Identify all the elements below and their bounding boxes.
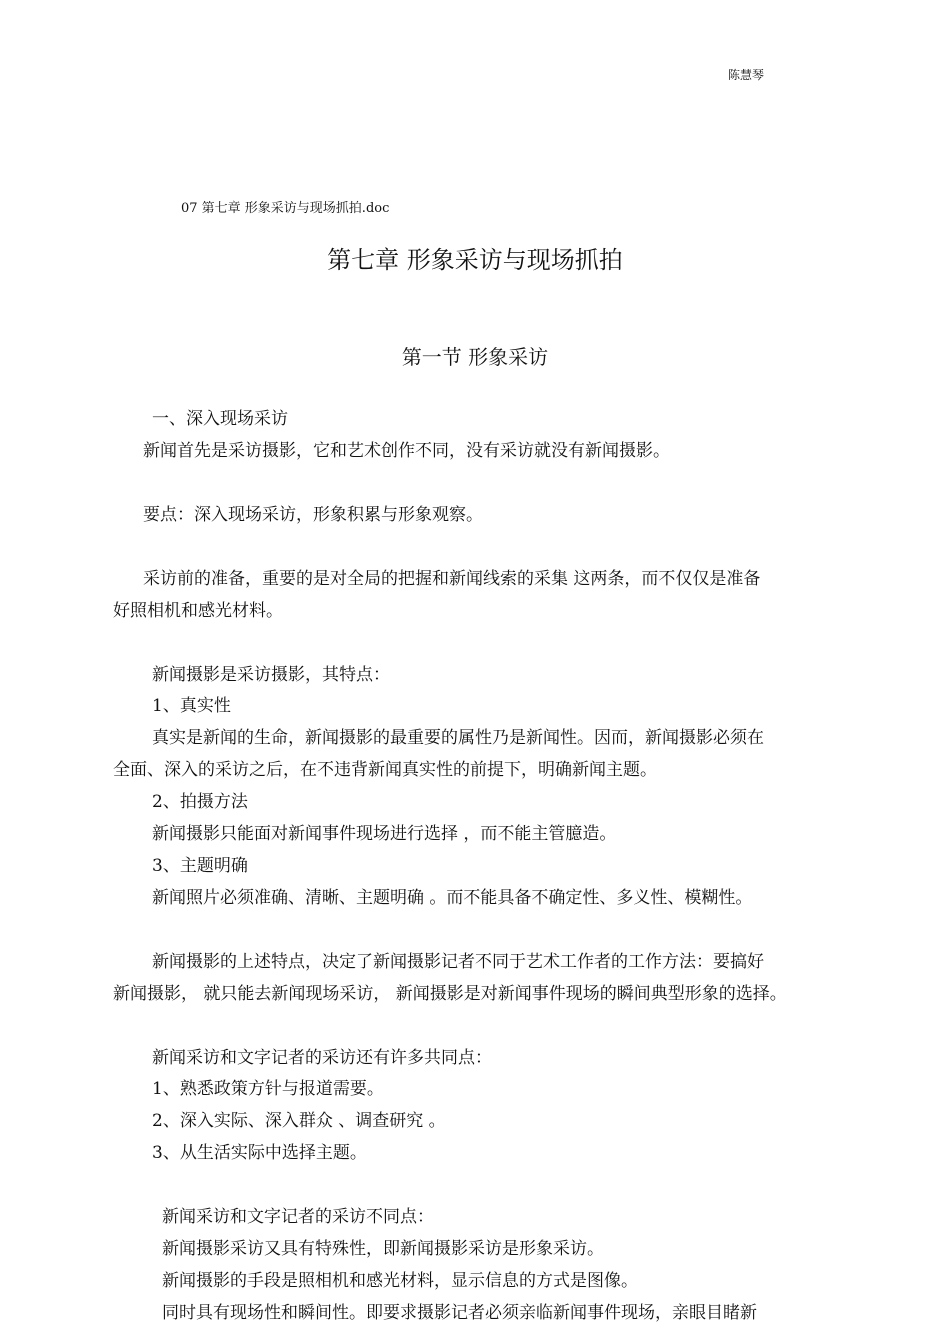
heading-line: 一、深入现场采访 xyxy=(152,409,288,429)
list-item: 3、从生活实际中选择主题。 xyxy=(152,1143,367,1163)
list-item: 1、熟悉政策方针与报道需要。 xyxy=(152,1079,384,1099)
list-heading: 3、主题明确 xyxy=(152,856,248,876)
paragraph-line: 同时具有现场性和瞬间性。即要求摄影记者必须亲临新闻事件现场，亲眼目睹新 xyxy=(162,1303,757,1323)
author-name: 陈慧琴 xyxy=(728,68,765,82)
paragraph-line: 新闻摄影， 就只能去新闻现场采访， 新闻摄影是对新闻事件现场的瞬间典型形象的选择。 xyxy=(113,984,787,1004)
paragraph-line: 采访前的准备，重要的是对全局的把握和新闻线索的采集 这两条，而不仅仅是准备 xyxy=(143,569,761,589)
paragraph-line: 新闻首先是采访摄影，它和艺术创作不同，没有采访就没有新闻摄影。 xyxy=(143,441,670,461)
list-heading: 2、拍摄方法 xyxy=(152,792,248,812)
list-item: 2、深入实际、深入群众 、调查研究 。 xyxy=(152,1111,446,1131)
paragraph-line: 全面、深入的采访之后，在不违背新闻真实性的前提下，明确新闻主题。 xyxy=(113,760,657,780)
paragraph-line: 新闻摄影的上述特点，决定了新闻摄影记者不同于艺术工作者的工作方法：要搞好 xyxy=(152,952,764,972)
paragraph-line: 真实是新闻的生命，新闻摄影的最重要的属性乃是新闻性。因而，新闻摄影必须在 xyxy=(152,728,764,748)
paragraph-line: 新闻摄影是采访摄影，其特点： xyxy=(152,665,390,685)
paragraph-line: 要点：深入现场采访，形象积累与形象观察。 xyxy=(143,505,483,525)
paragraph-line: 新闻摄影的手段是照相机和感光材料，显示信息的方式是图像。 xyxy=(162,1271,638,1291)
paragraph-line: 新闻采访和文字记者的采访不同点： xyxy=(162,1207,434,1227)
paragraph-line: 新闻照片必须准确、清晰、主题明确 。而不能具备不确定性、多义性、模糊性。 xyxy=(152,888,753,908)
list-heading: 1、真实性 xyxy=(152,696,231,716)
file-name: 07 第七章 形象采访与现场抓拍.doc xyxy=(181,201,390,216)
paragraph-line: 新闻摄影只能面对新闻事件现场进行选择 ，而不能主管臆造。 xyxy=(152,824,617,844)
paragraph-line: 新闻采访和文字记者的采访还有许多共同点： xyxy=(152,1048,492,1068)
chapter-title: 第七章 形象采访与现场抓拍 xyxy=(327,246,623,274)
section-title: 第一节 形象采访 xyxy=(401,345,549,369)
paragraph-line: 新闻摄影采访又具有特殊性，即新闻摄影采访是形象采访。 xyxy=(162,1239,604,1259)
paragraph-line: 好照相机和感光材料。 xyxy=(113,601,283,621)
